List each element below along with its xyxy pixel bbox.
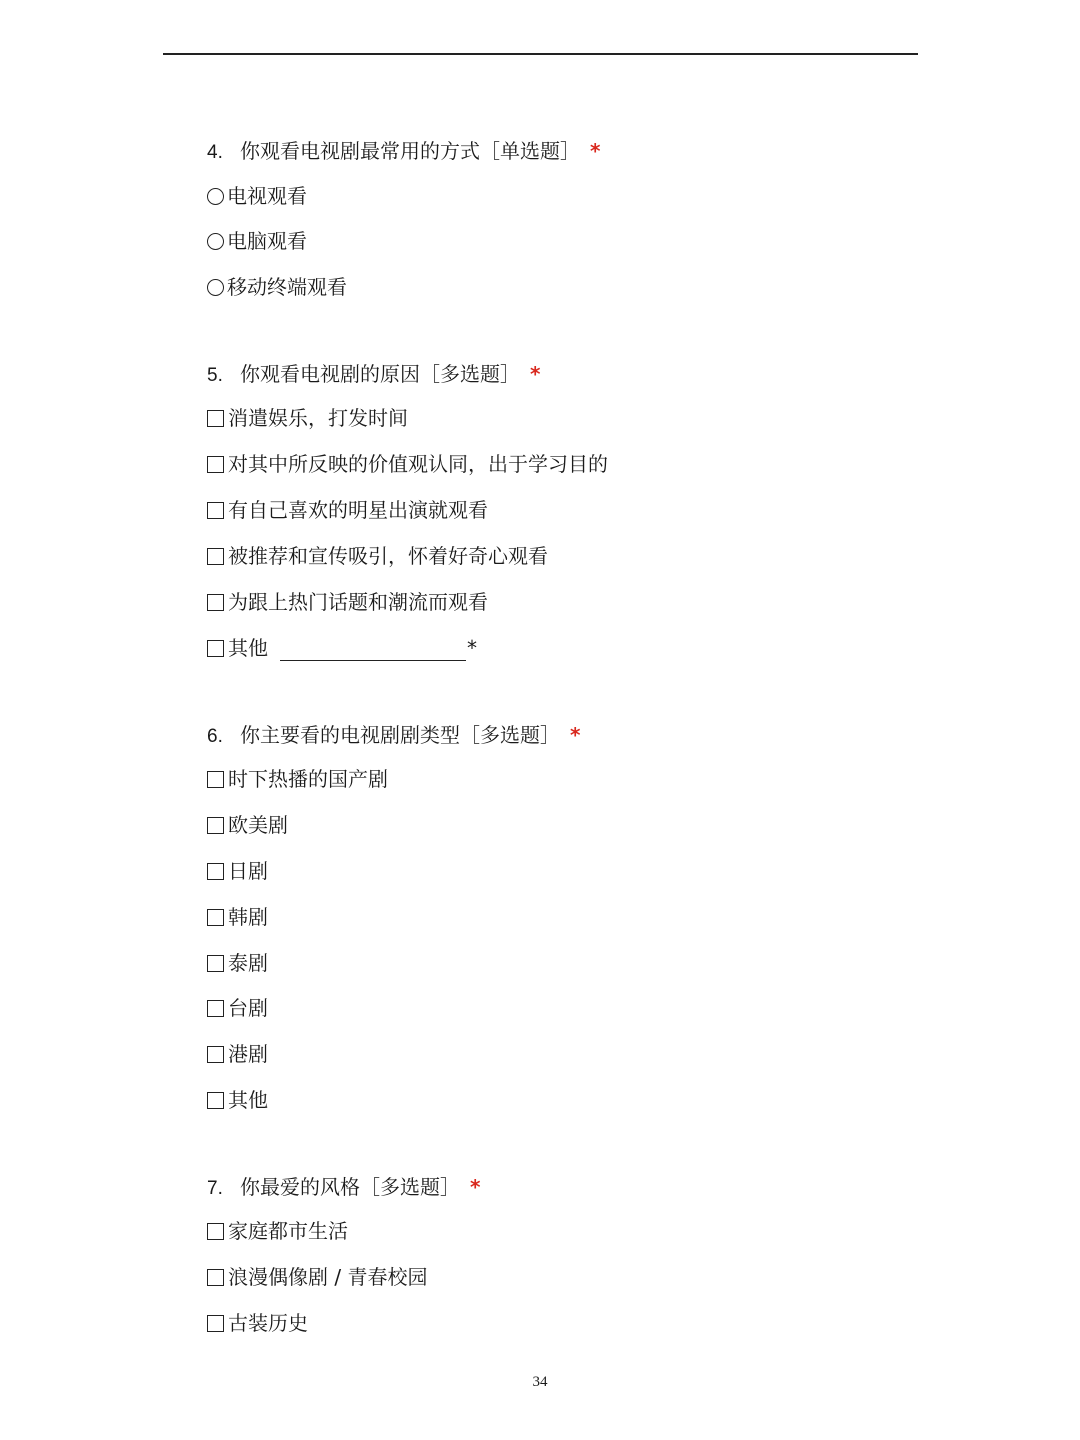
question-4-title <box>207 137 600 167</box>
checkbox-option[interactable] <box>207 450 608 478</box>
option-label: 欧美剧 <box>228 813 288 837</box>
required-mark: * <box>570 723 581 747</box>
page-number: 34 <box>532 1374 548 1390</box>
checkbox[interactable] <box>207 1046 224 1063</box>
top-rule <box>163 53 918 55</box>
checkbox-option[interactable] <box>207 496 488 524</box>
checkbox[interactable] <box>207 548 224 565</box>
checkbox-option[interactable] <box>207 1309 308 1337</box>
checkbox-option[interactable] <box>207 903 268 931</box>
checkbox-option[interactable] <box>207 1086 268 1114</box>
option-label: 家庭都市生活 <box>228 1219 348 1243</box>
radio-option[interactable] <box>207 182 307 210</box>
question-text: 你主要看的电视剧剧类型［多选题］ <box>240 723 560 747</box>
question-7-title <box>207 1173 480 1203</box>
checkbox-option[interactable] <box>207 949 268 977</box>
checkbox[interactable] <box>207 456 224 473</box>
option-label: 港剧 <box>228 1042 268 1066</box>
option-label: 浪漫偶像剧 / 青春校园 <box>228 1265 428 1289</box>
checkbox-option[interactable] <box>207 404 408 432</box>
radio-button[interactable] <box>207 233 224 250</box>
option-label: 电脑观看 <box>227 229 307 253</box>
checkbox-option[interactable] <box>207 994 268 1022</box>
other-required-mark: * <box>467 636 477 660</box>
option-label: 其他 <box>228 1088 268 1112</box>
checkbox-option[interactable] <box>207 1217 348 1245</box>
checkbox-option[interactable] <box>207 588 488 616</box>
option-label: 被推荐和宣传吸引，怀着好奇心观看 <box>228 544 548 568</box>
checkbox-option[interactable] <box>207 811 288 839</box>
checkbox[interactable] <box>207 410 224 427</box>
option-label: 为跟上热门话题和潮流而观看 <box>228 590 488 614</box>
required-mark: * <box>470 1175 481 1199</box>
checkbox-option[interactable] <box>207 1263 427 1291</box>
option-label: 韩剧 <box>228 905 268 929</box>
other-text-field[interactable] <box>280 640 466 661</box>
option-label: 其他 <box>228 636 268 660</box>
option-label: 消遣娱乐，打发时间 <box>228 406 408 430</box>
checkbox[interactable] <box>207 1000 224 1017</box>
checkbox[interactable] <box>207 817 224 834</box>
radio-button[interactable] <box>207 279 224 296</box>
checkbox[interactable] <box>207 1223 224 1240</box>
question-number: 7. <box>207 1178 223 1199</box>
option-label: 有自己喜欢的明星出演就观看 <box>228 498 488 522</box>
option-label: 台剧 <box>228 996 268 1020</box>
required-mark: * <box>530 362 541 386</box>
checkbox[interactable] <box>207 909 224 926</box>
question-number: 4. <box>207 142 223 163</box>
required-mark: * <box>590 139 601 163</box>
checkbox[interactable] <box>207 955 224 972</box>
checkbox-option[interactable] <box>207 857 268 885</box>
checkbox-option-other[interactable] <box>207 634 477 662</box>
question-6-title <box>207 721 580 751</box>
question-5-title <box>207 360 540 390</box>
checkbox[interactable] <box>207 863 224 880</box>
radio-button[interactable] <box>207 188 224 205</box>
question-number: 6. <box>207 726 223 747</box>
checkbox-option[interactable] <box>207 765 388 793</box>
option-label: 日剧 <box>228 859 268 883</box>
checkbox[interactable] <box>207 771 224 788</box>
checkbox[interactable] <box>207 594 224 611</box>
checkbox[interactable] <box>207 1092 224 1109</box>
option-label: 古装历史 <box>228 1311 308 1335</box>
radio-option[interactable] <box>207 227 307 255</box>
checkbox-option[interactable] <box>207 1040 268 1068</box>
question-text: 你最爱的风格［多选题］ <box>240 1175 460 1199</box>
checkbox[interactable] <box>207 502 224 519</box>
option-label: 时下热播的国产剧 <box>228 767 388 791</box>
checkbox[interactable] <box>207 1315 224 1332</box>
option-label: 对其中所反映的价值观认同，出于学习目的 <box>228 452 608 476</box>
question-text: 你观看电视剧最常用的方式［单选题］ <box>240 139 580 163</box>
question-number: 5. <box>207 365 223 386</box>
option-label: 移动终端观看 <box>227 275 347 299</box>
checkbox[interactable] <box>207 640 224 657</box>
option-label: 电视观看 <box>227 184 307 208</box>
checkbox[interactable] <box>207 1269 224 1286</box>
checkbox-option[interactable] <box>207 542 548 570</box>
question-text: 你观看电视剧的原因［多选题］ <box>240 362 520 386</box>
option-label: 泰剧 <box>228 951 268 975</box>
radio-option[interactable] <box>207 273 347 301</box>
